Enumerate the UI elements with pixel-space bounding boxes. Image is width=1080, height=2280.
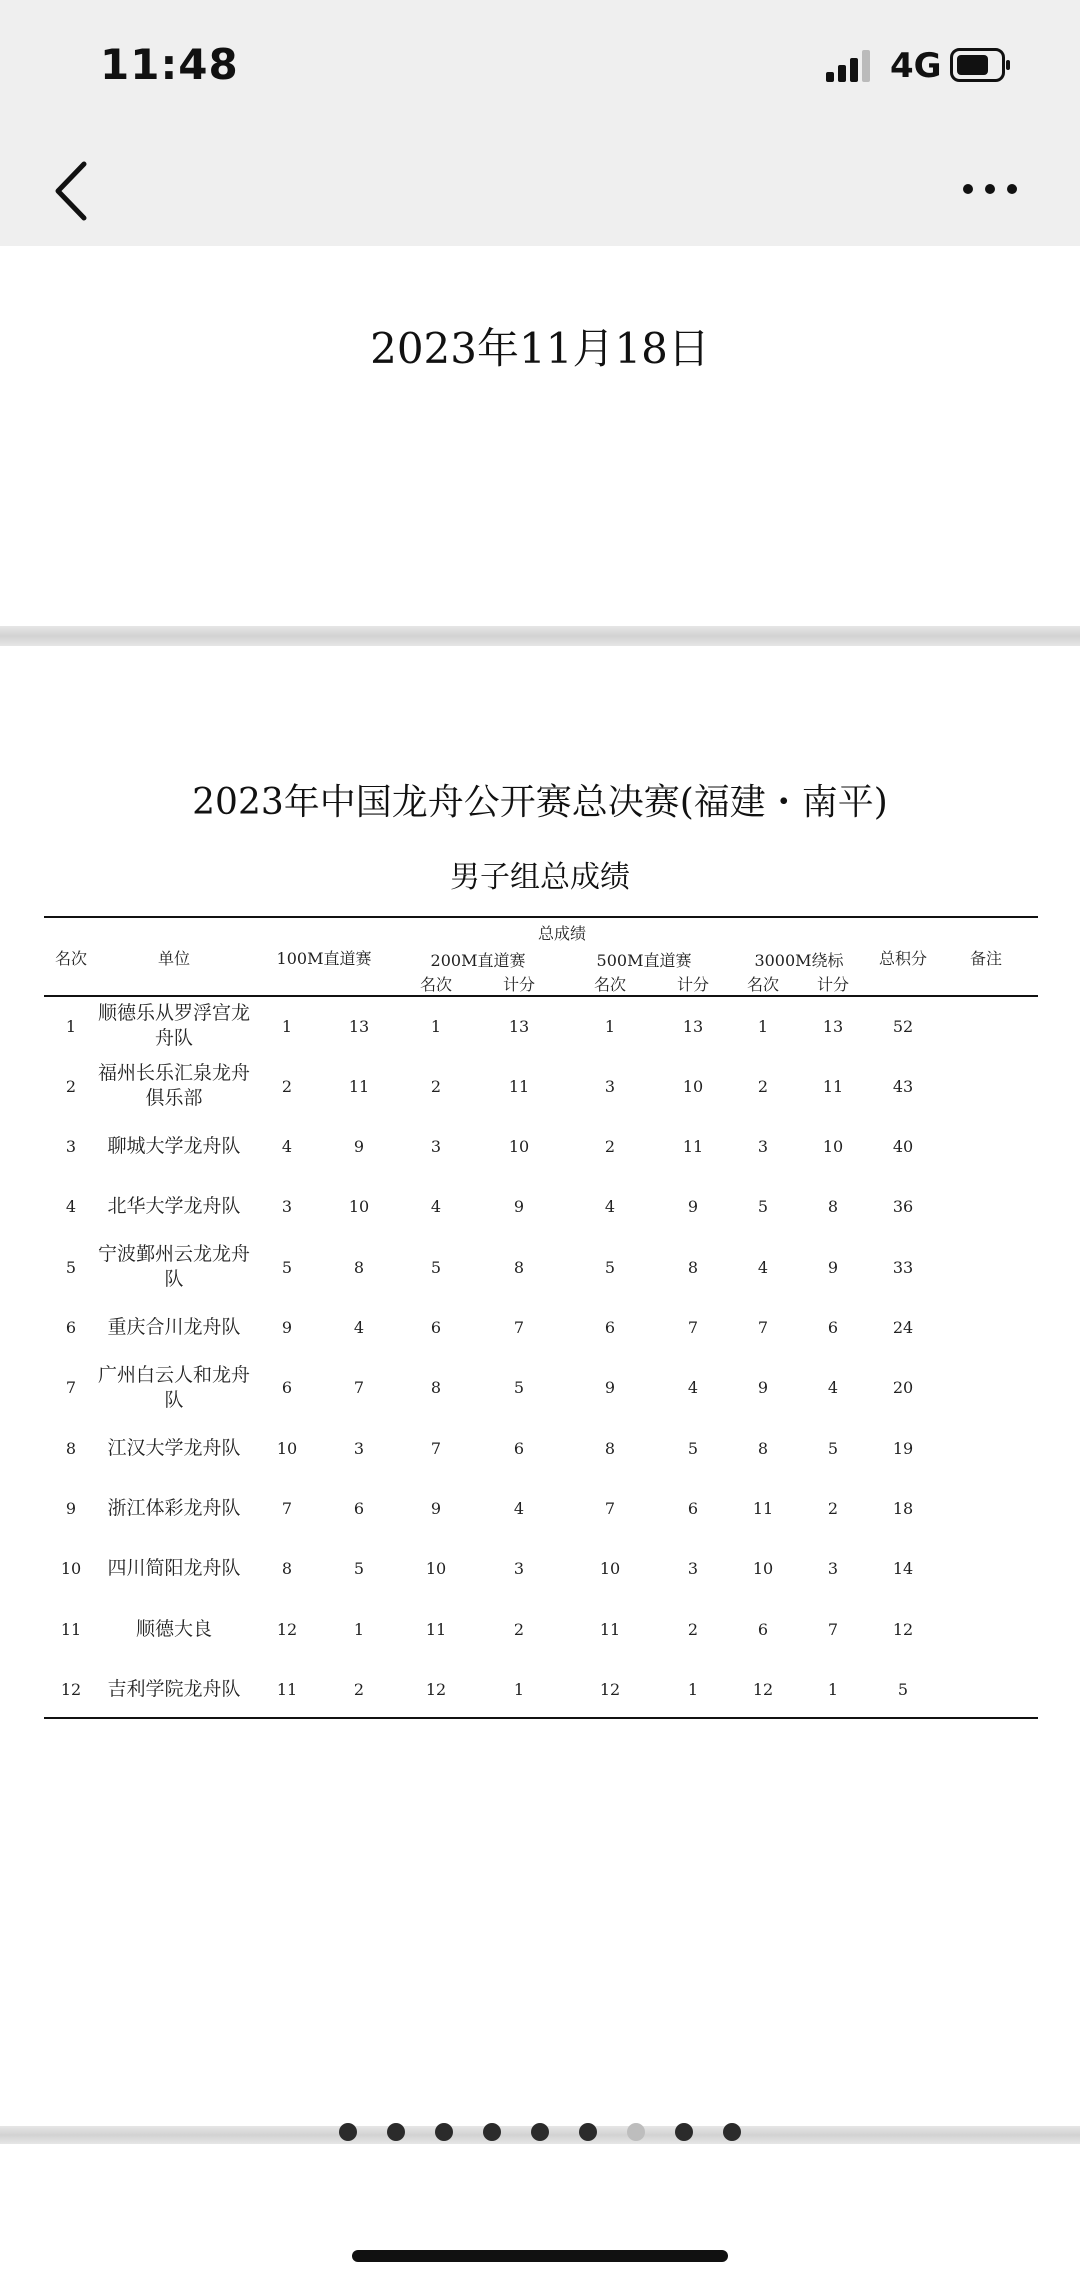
cell-s500: 13	[682, 1016, 704, 1036]
cell-s3000: 9	[827, 1257, 839, 1277]
cell-total: 18	[892, 1498, 914, 1518]
header-100m: 100M直道赛	[276, 949, 372, 968]
signal-bars-icon	[826, 50, 874, 82]
cell-rank: 10	[60, 1559, 82, 1579]
cell-r3000: 3	[757, 1137, 769, 1157]
cell-r3000: 1	[757, 1016, 769, 1036]
cell-rank: 9	[65, 1498, 77, 1518]
network-type: 4G	[890, 46, 942, 86]
cell-s500: 2	[687, 1619, 699, 1639]
cell-r100: 2	[281, 1076, 293, 1096]
cell-r500: 3	[604, 1076, 616, 1096]
cell-s3000: 6	[827, 1318, 839, 1337]
cell-s200: 13	[508, 1016, 530, 1036]
cell-s3000: 13	[822, 1016, 844, 1036]
table-row	[14, 1057, 1066, 1115]
cell-r100: 3	[281, 1197, 293, 1217]
page-dot[interactable]	[723, 2123, 741, 2141]
cell-r500: 7	[604, 1498, 616, 1518]
cell-s100: 1	[353, 1619, 365, 1639]
cell-r3000: 6	[757, 1619, 769, 1639]
cell-total: 24	[892, 1318, 914, 1337]
cell-s100: 10	[348, 1197, 370, 1217]
page-dot[interactable]	[531, 2123, 549, 2141]
header-200m-rank: 名次	[419, 975, 453, 994]
page-dot[interactable]	[435, 2123, 453, 2141]
slide-divider	[0, 626, 1080, 646]
cell-rank: 7	[65, 1378, 77, 1398]
cell-unit: 顺德乐从罗浮宫龙舟队	[97, 1002, 250, 1049]
cell-s200: 3	[513, 1559, 525, 1579]
cell-unit: 聊城大学龙舟队	[107, 1135, 241, 1158]
cell-r200: 9	[430, 1498, 442, 1518]
cell-r100: 5	[281, 1257, 293, 1277]
status-bar	[0, 0, 1080, 132]
table-row	[14, 1299, 1066, 1357]
cell-s3000: 4	[827, 1378, 839, 1398]
cell-unit: 四川简阳龙舟队	[107, 1557, 241, 1580]
cell-s500: 10	[682, 1076, 704, 1096]
cell-r200: 11	[425, 1619, 447, 1639]
cell-rank: 6	[65, 1318, 77, 1337]
cell-r200: 5	[430, 1257, 442, 1277]
cell-s500: 3	[687, 1559, 699, 1579]
table-row	[14, 1660, 1066, 1718]
cell-r200: 10	[425, 1559, 447, 1579]
cell-rank: 4	[65, 1197, 77, 1217]
page-indicator	[0, 2118, 1080, 2146]
cell-rank: 12	[60, 1679, 82, 1699]
cell-r100: 9	[281, 1318, 293, 1337]
cell-s100: 13	[348, 1016, 370, 1036]
cell-rank: 2	[65, 1076, 77, 1096]
page-dot[interactable]	[387, 2123, 405, 2141]
cell-s100: 9	[353, 1137, 365, 1157]
cell-s3000: 5	[827, 1438, 839, 1458]
document-title: 2023年中国龙舟公开赛总决赛(福建・南平)	[192, 782, 888, 823]
header-3000m: 3000M绕标	[754, 951, 844, 970]
cell-r500: 5	[604, 1257, 616, 1277]
cell-rank: 11	[60, 1619, 82, 1639]
cell-unit: 顺德大良	[135, 1617, 212, 1640]
results-slide	[14, 646, 1066, 2126]
cell-r3000: 2	[757, 1076, 769, 1096]
cell-s100: 5	[353, 1559, 365, 1579]
header-remark: 备注	[969, 949, 1003, 968]
cell-unit: 吉利学院龙舟队	[107, 1677, 241, 1700]
cell-unit: 宁波鄞州云龙龙舟队	[97, 1243, 250, 1291]
cell-r3000: 7	[757, 1318, 769, 1337]
cell-r100: 1	[281, 1016, 293, 1036]
cell-total: 12	[892, 1619, 914, 1639]
cell-r3000: 10	[752, 1559, 774, 1579]
cell-s200: 4	[513, 1498, 525, 1518]
cell-r100: 4	[281, 1137, 293, 1157]
cell-r500: 8	[604, 1438, 616, 1458]
header-500m-rank: 名次	[593, 975, 627, 994]
cell-r500: 6	[604, 1318, 616, 1337]
cell-r100: 6	[281, 1378, 293, 1398]
slide-date	[14, 246, 1066, 626]
cell-s100: 3	[353, 1438, 365, 1458]
cell-r100: 12	[276, 1619, 298, 1639]
header-overall: 总成绩	[537, 924, 587, 943]
header-200m-score: 计分	[502, 975, 536, 994]
cell-r200: 8	[430, 1378, 442, 1398]
cell-r3000: 11	[752, 1498, 774, 1518]
nav-bar	[0, 132, 1080, 246]
cell-total: 20	[892, 1378, 914, 1398]
table-row	[14, 997, 1066, 1055]
cell-r200: 6	[430, 1318, 442, 1337]
cell-r3000: 12	[752, 1679, 774, 1699]
cell-r3000: 4	[757, 1257, 769, 1277]
cell-s500: 9	[687, 1197, 699, 1217]
cell-total: 14	[892, 1559, 914, 1579]
cell-s3000: 1	[827, 1679, 839, 1699]
table-row	[14, 1479, 1066, 1537]
cell-r500: 11	[599, 1619, 621, 1639]
cell-total: 43	[892, 1076, 914, 1096]
cell-s500: 6	[687, 1498, 699, 1518]
cell-s500: 1	[687, 1679, 699, 1699]
header-rank: 名次	[54, 949, 88, 968]
cell-s200: 2	[513, 1619, 525, 1639]
table-top-rule	[44, 916, 1038, 918]
page-dot[interactable]	[675, 2123, 693, 2141]
cell-r200: 1	[430, 1016, 442, 1036]
cell-r500: 1	[604, 1016, 616, 1036]
cell-rank: 3	[65, 1137, 77, 1157]
header-200m: 200M直道赛	[430, 951, 526, 970]
cell-unit: 北华大学龙舟队	[107, 1195, 241, 1218]
table-row	[14, 1419, 1066, 1477]
page-dot[interactable]	[579, 2123, 597, 2141]
document-subtitle: 男子组总成绩	[450, 860, 630, 895]
cell-s200: 1	[513, 1679, 525, 1699]
cell-r500: 12	[599, 1679, 621, 1699]
table-bottom-rule	[44, 1717, 1038, 1719]
more-dots-icon[interactable]	[962, 174, 1018, 204]
cell-r200: 2	[430, 1076, 442, 1096]
cell-unit: 重庆合川龙舟队	[107, 1316, 241, 1338]
header-500m-score: 计分	[676, 975, 710, 994]
cell-s500: 8	[687, 1257, 699, 1277]
cell-s100: 8	[353, 1257, 365, 1277]
cell-r200: 3	[430, 1137, 442, 1157]
cell-s100: 4	[353, 1318, 365, 1337]
cell-r100: 8	[281, 1559, 293, 1579]
cell-s500: 4	[687, 1378, 699, 1398]
cell-s500: 11	[682, 1137, 704, 1157]
cell-r200: 7	[430, 1438, 442, 1458]
page-dot-active[interactable]	[627, 2123, 645, 2141]
table-row	[14, 1118, 1066, 1176]
home-indicator[interactable]	[352, 2250, 728, 2262]
cell-r100: 10	[276, 1438, 298, 1458]
cell-s3000: 3	[827, 1559, 839, 1579]
cell-r100: 7	[281, 1498, 293, 1518]
cell-r3000: 8	[757, 1438, 769, 1458]
cell-s200: 10	[508, 1137, 530, 1157]
cell-s3000: 10	[822, 1137, 844, 1157]
cell-unit: 广州白云人和龙舟队	[97, 1363, 250, 1411]
cell-s200: 8	[513, 1257, 525, 1277]
cell-s500: 7	[687, 1318, 699, 1337]
cell-s200: 9	[513, 1197, 525, 1217]
header-3000m-score: 计分	[816, 975, 850, 994]
cell-s3000: 2	[827, 1498, 839, 1518]
cell-s200: 7	[513, 1318, 525, 1337]
header-total: 总积分	[878, 949, 928, 968]
cell-unit: 浙江体彩龙舟队	[107, 1496, 241, 1519]
date-heading: 2023年11月18日	[370, 324, 710, 373]
cell-r200: 4	[430, 1197, 442, 1217]
cell-r500: 9	[604, 1378, 616, 1398]
cell-r100: 11	[276, 1679, 298, 1699]
cell-total: 36	[892, 1197, 914, 1217]
cell-unit: 江汉大学龙舟队	[107, 1436, 241, 1459]
cell-s100: 2	[353, 1679, 365, 1699]
cell-s3000: 7	[827, 1619, 839, 1639]
cell-r500: 10	[599, 1559, 621, 1579]
status-time: 11:48	[100, 40, 239, 89]
cell-s200: 11	[508, 1076, 530, 1096]
cell-rank: 8	[65, 1438, 77, 1458]
battery-icon	[950, 48, 1012, 82]
table-row	[14, 1238, 1066, 1296]
cell-total: 52	[892, 1016, 914, 1036]
cell-r3000: 9	[757, 1378, 769, 1398]
cell-s100: 7	[353, 1378, 365, 1398]
cell-total: 40	[892, 1137, 914, 1157]
cell-total: 19	[892, 1438, 914, 1458]
cell-unit: 福州长乐汇泉龙舟俱乐部	[97, 1062, 250, 1110]
cell-r500: 2	[604, 1137, 616, 1157]
cell-s3000: 11	[822, 1076, 844, 1096]
header-3000m-rank: 名次	[746, 975, 780, 994]
cell-s500: 5	[687, 1438, 699, 1458]
cell-s100: 11	[348, 1076, 370, 1096]
header-500m: 500M直道赛	[596, 951, 692, 970]
table-row	[14, 1600, 1066, 1658]
table-row	[14, 1540, 1066, 1598]
table-row	[14, 1359, 1066, 1417]
table-row	[14, 1178, 1066, 1236]
page-dot[interactable]	[339, 2123, 357, 2141]
cell-rank: 1	[65, 1016, 77, 1036]
cell-r3000: 5	[757, 1197, 769, 1217]
cell-s200: 5	[513, 1378, 525, 1398]
cell-s200: 6	[513, 1438, 525, 1458]
cell-s3000: 8	[827, 1197, 839, 1217]
back-chevron-icon[interactable]	[48, 156, 108, 226]
header-unit: 单位	[157, 949, 191, 968]
cell-total: 5	[897, 1679, 909, 1699]
cell-r500: 4	[604, 1197, 616, 1217]
page-dot[interactable]	[483, 2123, 501, 2141]
cell-r200: 12	[425, 1679, 447, 1699]
cell-total: 33	[892, 1257, 914, 1277]
cell-rank: 5	[65, 1257, 77, 1277]
cell-s100: 6	[353, 1498, 365, 1518]
